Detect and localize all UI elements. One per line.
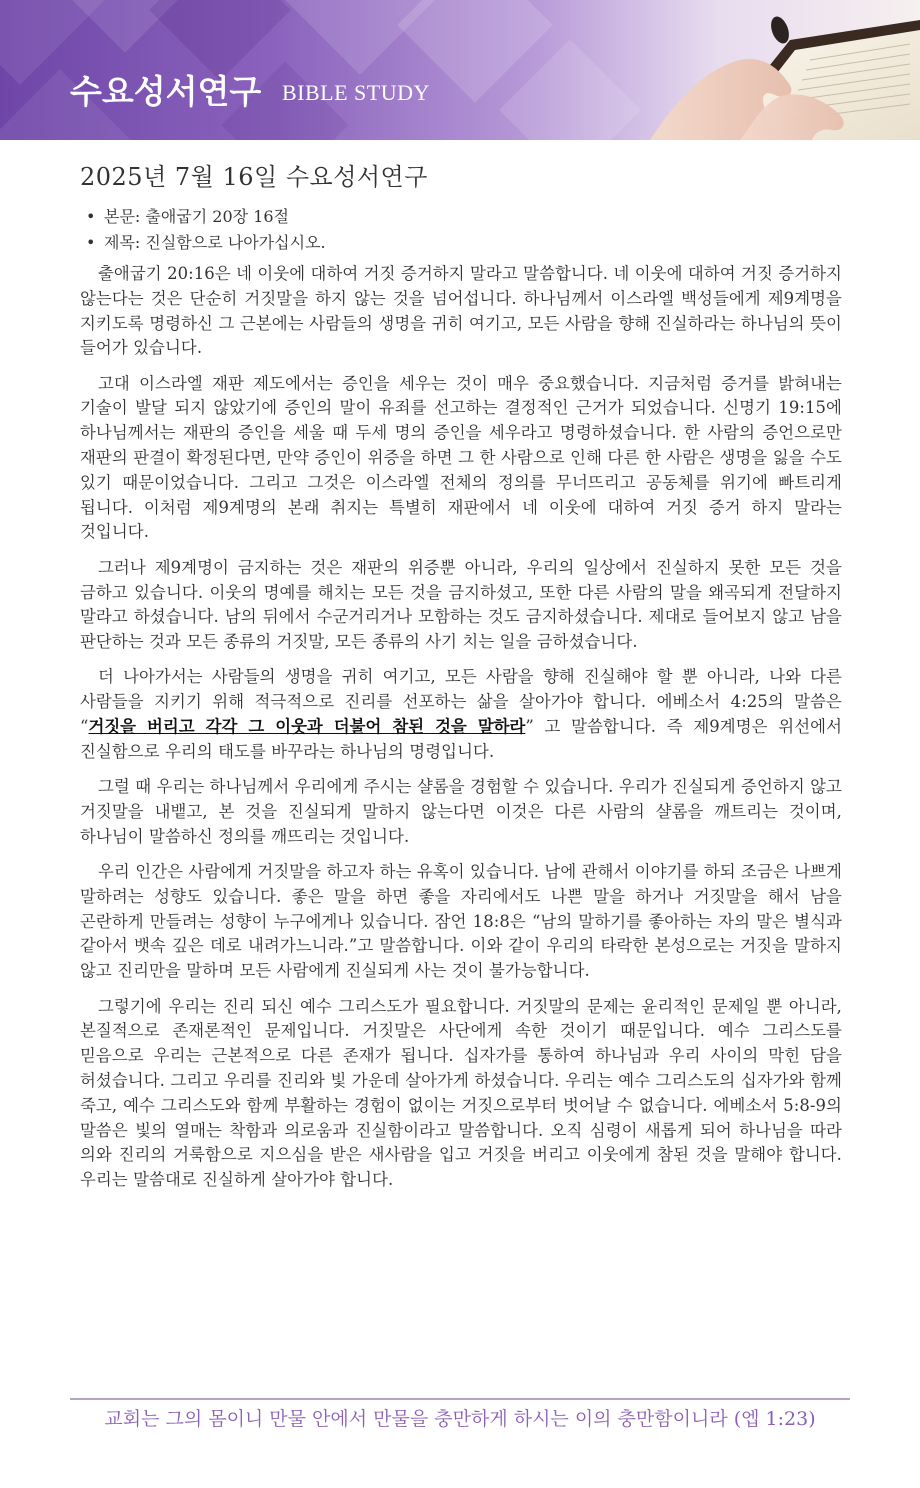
body-paragraph-7: 그렇기에 우리는 진리 되신 예수 그리스도가 필요합니다. 거짓말의 문제는 윤리적인 문제일 뿐 아니라, 본질적으로 존재론적인 문제입니다. 거짓말은 사단에게 속한 것이기 때문입니다. 예수 그리스도를 믿음으로 우리는 근본적으로 다른 존재가 됩니다. 십자가를 통하여 하나님과 우리 사이의 막힌 담을 허셨습니다. 그리고 우리를 진리와 빛 가운데 살아가게 하셨습니다. 우리는 예수 그리스도의 십자가와 함께 죽고, 예수 그리스도와 함께 부활하는 경험이 없이는 거짓으로부터 벗어날 수 없습니다. 에베소서 5:8-9의 말씀은 빛의 열매는 착함과 의로움과 진실함이라고 말씀합니다. 오직 심령이 새롭게 되어 하나님을 따라 의와 진리의 거룩함으로 지으심을 받은 새사람을 입고 거짓을 버리고 이웃에게 참된 것을 말해야 합니다. 우리는 말씀대로 진실하게 살아가야 합니다. [80,996,842,1190]
paragraph-4-lead: 더 나아가서는 사람들의 생명을 귀히 여기고, 모든 사람을 향해 진실해야 할 뿐 아니라, 나와 다른 사람들을 지키기 위해 적극적으로 진리를 선포하는 삶을 살아가야 합니다. 에베소서 4:25의 말씀은 “ [80,667,842,737]
scripture-meta [86,204,842,256]
body-paragraph-2: 고대 이스라엘 재판 제도에서는 증인을 세우는 것이 매우 중요했습니다. 지금처럼 증거를 밝혀내는 기술이 발달 되지 않았기에 증인의 말이 유죄를 선고하는 결정적인 근거가 되었습니다. 신명기 19:15에 하나님께서는 재판의 증인을 세울 때 두세 명의 증인을 세우라고 명령하셨습니다. 한 사람의 증언으로만 재판의 판결이 확정된다면, 만약 증인이 위증을 하면 그 한 사람으로 인해 다른 한 사람은 생명을 잃을 수도 있기 때문이었습니다. 그리고 그것은 이스라엘 전체의 정의를 무너뜨리고 공동체를 위기에 빠트리게 됩니다. 이처럼 제9계명의 본래 취지는 특별히 재판에서 네 이웃에 대하여 거짓 증거 하지 말라는 것입니다. [80,373,842,542]
bible-hands-illustration [590,0,920,140]
banner-title: 수요성서연구 [70,72,262,111]
footer-verse: 교회는 그의 몸이니 만물 안에서 만물을 충만하게 하시는 이의 충만함이니라 (엡 1:23) [104,1408,816,1430]
highlighted-scripture-quote: 거짓을 버리고 각각 그 이웃과 더불어 참된 것을 말하라 [88,717,526,737]
meta-item-title [86,230,842,256]
meta-passage-text: 본문: 출애굽기 20장 16절 [104,207,290,226]
body-paragraph-1: 출애굽기 20:16은 네 이웃에 대하여 거짓 증거하지 말라고 말씀합니다. 네 이웃에 대하여 거짓 증거하지 않는다는 것은 단순히 거짓말을 하지 않는 것을 넘어섭니다. 하나님께서 이스라엘 백성들에게 제9계명을 지키도록 명령하신 그 근본에는 사람들의 생명을 귀히 여기고, 모든 사람을 향해 진실하라는 하나님의 뜻이 들어가 있습니다. [80,264,842,358]
banner-subtitle: BIBLE STUDY [282,80,430,105]
bullet-icon: • [86,233,96,252]
footer-divider [70,1398,850,1400]
body-paragraph-5: 그럴 때 우리는 하나님께서 우리에게 주시는 샬롬을 경험할 수 있습니다. 우리가 진실되게 증언하지 않고 거짓말을 내뱉고, 본 것을 진실되게 말하지 않는다면 이것은 다른 사람의 샬롬을 깨트리는 것이며, 하나님이 말씀하신 정의를 깨뜨리는 것입니다. [80,777,842,846]
article [80,160,842,1203]
body-paragraph-4 [80,665,842,764]
bullet-icon: • [86,207,96,226]
header-banner [0,0,920,140]
body-paragraph-3: 그러나 제9계명이 금지하는 것은 재판의 위증뿐 아니라, 우리의 일상에서 진실하지 못한 모든 것을 금하고 있습니다. 이웃의 명예를 해치는 모든 것을 금지하셨고, 또한 다른 사람의 말을 왜곡되게 전달하지 말라고 하셨습니다. 남의 뒤에서 수군거리거나 모함하는 것도 금지하셨습니다. 제대로 들어보지 않고 남을 판단하는 것과 모든 종류의 거짓말, 모든 종류의 사기 치는 일을 금하셨습니다. [80,557,842,652]
meta-title-text: 제목: 진실함으로 나아가십시오. [104,233,326,252]
meta-item-passage [86,204,842,230]
article-title: 2025년 7월 16일 수요성서연구 [80,163,428,191]
body-paragraph-6: 우리 인간은 사람에게 거짓말을 하고자 하는 유혹이 있습니다. 남에 관해서 이야기를 하되 조금은 나쁘게 말하려는 성향도 있습니다. 좋은 말을 하면 좋을 자리에서도 나쁜 말을 하거나 거짓말을 해서 남을 곤란하게 만들려는 성향이 누구에게나 있습니다. 잠언 18:8은 “남의 말하기를 좋아하는 자의 말은 별식과 같아서 뱃속 깊은 데로 내려가느니라.”고 말씀합니다. 이와 같이 우리의 타락한 본성으로는 거짓을 말하지 않고 진리만을 말하며 모든 사람에게 진실되게 사는 것이 불가능합니다. [80,862,842,981]
paragraph-4-rest: ” 고 말씀합니다. 즉 제9계명은 위선에서 진실함으로 우리의 태도를 바꾸라는 하나님의 명령입니다. [80,717,843,761]
